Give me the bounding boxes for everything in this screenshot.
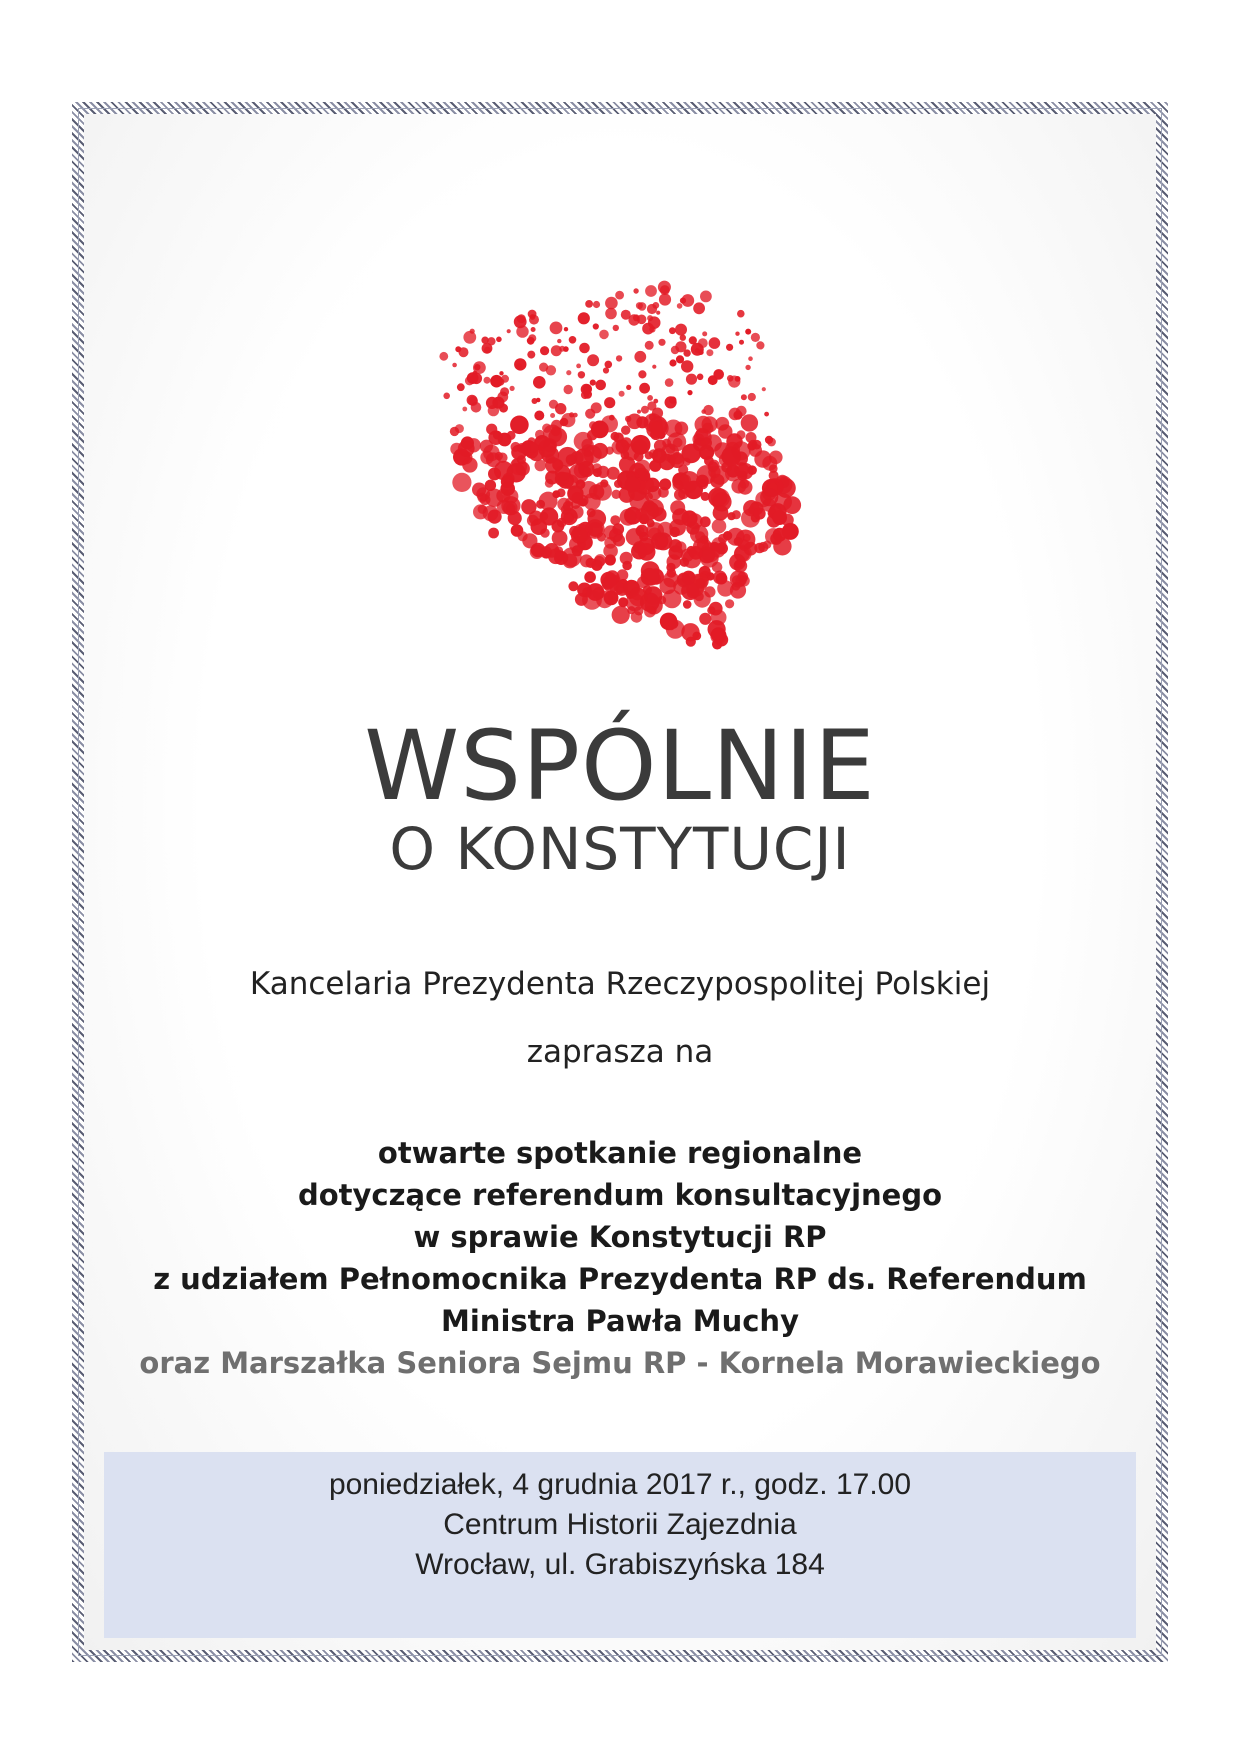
map-dot <box>532 398 538 404</box>
map-dot <box>569 412 574 417</box>
map-dot <box>701 437 712 448</box>
map-dot <box>689 336 697 344</box>
map-dot <box>531 327 536 332</box>
map-dot <box>462 457 477 472</box>
map-dot <box>612 523 624 535</box>
map-dot <box>634 351 646 363</box>
map-dot <box>633 314 640 321</box>
map-dot <box>713 505 729 521</box>
map-dot <box>709 337 721 349</box>
organizer-text: Kancelaria Prezydenta Rzeczypospolitej Polskiej <box>249 966 991 1002</box>
map-dot <box>677 303 683 309</box>
map-dot <box>658 339 665 346</box>
map-dot <box>693 302 705 314</box>
map-dot <box>541 446 559 464</box>
map-dot <box>737 471 747 481</box>
map-dot <box>748 393 756 401</box>
map-dot <box>600 479 608 487</box>
map-dot <box>587 583 605 601</box>
map-dot <box>629 491 649 511</box>
map-dot <box>522 533 537 548</box>
map-dot <box>564 385 573 394</box>
map-dot <box>659 293 671 305</box>
map-dot <box>461 436 474 449</box>
map-dot <box>754 507 766 519</box>
map-dot <box>590 380 596 386</box>
map-dot <box>452 363 457 368</box>
map-dot <box>669 327 676 334</box>
map-dot <box>681 623 699 641</box>
map-dot <box>633 440 648 455</box>
map-dot <box>583 467 591 475</box>
map-dot <box>463 331 476 344</box>
map-dot <box>698 349 704 355</box>
map-dot <box>741 414 758 431</box>
detail-line-1: otwarte spotkanie regionalne <box>377 1136 863 1170</box>
map-dot <box>647 315 653 321</box>
map-dot <box>497 453 507 463</box>
map-dot <box>510 386 515 391</box>
map-dot <box>603 367 609 373</box>
map-dot <box>671 346 679 354</box>
map-dot <box>584 571 596 583</box>
map-dot <box>586 558 596 568</box>
map-dot <box>713 369 724 380</box>
detail-line-3: w sprawie Konstytucji RP <box>413 1220 827 1254</box>
map-dot <box>765 436 773 444</box>
map-dot <box>571 451 584 464</box>
map-dot <box>500 387 509 396</box>
map-dot <box>764 412 769 417</box>
map-dot <box>702 331 707 336</box>
map-dot <box>652 365 656 369</box>
map-dot <box>533 376 546 389</box>
map-dot <box>595 380 606 391</box>
logo-title-line1: WSPÓLNIE <box>364 710 876 822</box>
detail-line-4: z udziałem Pełnomocnika Prezydenta RP ds. Referendum <box>153 1262 1087 1296</box>
map-dot <box>555 403 566 414</box>
event-venue: Centrum Historii Zajezdnia <box>443 1508 797 1541</box>
map-dot <box>581 439 593 451</box>
map-dot <box>550 322 563 335</box>
map-dot <box>735 575 745 585</box>
map-dot <box>452 473 471 492</box>
map-dot <box>710 466 729 485</box>
map-dot <box>619 391 625 397</box>
map-dot <box>605 361 613 369</box>
map-dot <box>592 443 608 459</box>
map-dot <box>482 343 493 354</box>
map-dot <box>656 311 660 315</box>
map-dot <box>769 464 778 473</box>
map-dot <box>667 568 677 578</box>
map-dot <box>621 310 631 320</box>
map-dot <box>443 393 450 400</box>
map-dot <box>552 530 568 546</box>
map-dot <box>769 451 783 465</box>
map-dot <box>484 377 491 384</box>
map-dot <box>649 414 656 421</box>
map-dot <box>551 426 561 436</box>
map-dot <box>530 314 536 320</box>
map-dot <box>641 406 649 414</box>
map-dot <box>599 330 609 340</box>
map-dot <box>622 561 632 571</box>
map-dot <box>501 475 514 488</box>
map-dot <box>473 361 486 374</box>
map-dot <box>647 486 661 500</box>
map-dot <box>603 544 618 559</box>
map-dot <box>579 498 587 506</box>
map-dot <box>683 600 692 609</box>
map-dot <box>703 405 713 415</box>
map-dot <box>686 374 697 385</box>
map-dot <box>601 415 618 432</box>
map-dot <box>527 337 535 345</box>
map-dot <box>718 534 728 544</box>
map-dot <box>638 543 656 561</box>
map-dot <box>652 507 666 521</box>
map-dot <box>561 505 571 515</box>
map-dot <box>748 356 753 361</box>
map-dot <box>763 541 771 549</box>
map-dot <box>600 572 616 588</box>
map-dot <box>645 285 657 297</box>
map-dot <box>697 374 704 381</box>
map-dot <box>704 586 715 597</box>
map-dot <box>578 371 585 378</box>
map-dot <box>667 554 682 569</box>
map-dot <box>597 466 609 478</box>
map-dot <box>496 337 502 343</box>
map-dot <box>597 533 606 542</box>
map-dot <box>716 573 728 585</box>
map-dot <box>578 312 590 324</box>
map-dot <box>585 409 595 419</box>
map-dot <box>545 479 554 488</box>
map-dot <box>520 443 531 454</box>
map-dot <box>669 396 676 403</box>
map-dot <box>585 300 593 308</box>
map-dot <box>570 505 583 518</box>
map-dot <box>669 359 676 366</box>
map-dot <box>572 545 583 556</box>
map-dot <box>636 416 648 428</box>
map-dot <box>639 383 650 394</box>
map-dot <box>642 323 654 335</box>
map-dot <box>732 441 751 460</box>
map-dot <box>727 512 735 520</box>
map-dot <box>659 478 671 490</box>
map-dot <box>647 395 653 401</box>
map-dot <box>726 344 733 351</box>
map-dot <box>455 346 461 352</box>
invite-text: zaprasza na <box>526 1034 714 1070</box>
map-dot <box>646 522 664 540</box>
map-dot <box>738 480 753 495</box>
map-dot <box>471 373 482 384</box>
map-dot <box>471 402 482 413</box>
map-dot <box>706 349 713 356</box>
map-dot <box>593 301 600 308</box>
map-dot <box>620 509 637 526</box>
map-dot <box>507 329 511 333</box>
map-dot <box>649 460 661 472</box>
map-dot <box>665 378 674 387</box>
map-dot <box>634 606 643 615</box>
map-dot <box>637 410 641 414</box>
map-dot <box>593 323 599 329</box>
map-dot <box>709 602 723 616</box>
map-dot <box>695 416 712 433</box>
map-dot <box>772 510 787 525</box>
map-dot <box>587 354 599 366</box>
map-dot <box>698 338 708 348</box>
map-dot <box>745 365 750 370</box>
map-dot <box>735 376 741 382</box>
map-dot <box>675 324 687 336</box>
map-dot <box>762 387 766 391</box>
map-dot <box>633 288 638 293</box>
map-dot <box>658 281 671 294</box>
map-dot <box>527 351 535 359</box>
map-dot <box>739 340 744 345</box>
map-dot <box>514 358 526 370</box>
map-dot <box>581 384 592 395</box>
map-dot <box>550 413 555 418</box>
map-dot <box>681 294 694 307</box>
map-dot <box>629 588 648 607</box>
map-dot <box>735 332 739 336</box>
map-dot <box>579 343 590 354</box>
map-dot <box>727 375 734 382</box>
logo-title-line2: O KONSTYTUCJI <box>389 815 851 883</box>
map-dot <box>695 531 705 541</box>
map-dot <box>540 528 549 537</box>
map-dot <box>576 364 581 369</box>
map-dot <box>514 315 527 328</box>
map-dot <box>534 411 544 421</box>
map-dot <box>564 327 568 331</box>
map-dot <box>511 442 521 452</box>
map-dot <box>670 500 685 515</box>
map-dot <box>712 519 727 534</box>
map-dot <box>455 424 464 433</box>
map-dot <box>635 460 651 476</box>
map-dot <box>604 397 615 408</box>
map-dot <box>539 492 558 511</box>
map-dot <box>644 606 656 618</box>
map-dot <box>618 597 628 607</box>
map-dot <box>678 465 688 475</box>
poland-map-dots-icon <box>400 260 850 680</box>
map-dot <box>652 302 659 309</box>
map-dot <box>700 291 712 303</box>
map-dot <box>745 329 751 335</box>
map-dot <box>699 613 711 625</box>
map-dot <box>486 397 498 409</box>
map-dot <box>615 291 624 300</box>
map-dot <box>694 573 709 588</box>
map-dot <box>682 571 696 585</box>
map-dot <box>649 449 658 458</box>
map-dot <box>527 515 539 527</box>
map-dot <box>521 499 536 514</box>
map-dot <box>754 450 771 467</box>
map-dot <box>616 355 622 361</box>
map-dot <box>605 297 618 310</box>
map-dot <box>566 370 571 375</box>
map-dot <box>439 352 448 361</box>
detail-line-5: Ministra Pawła Muchy <box>441 1304 799 1338</box>
map-dot <box>734 537 743 546</box>
map-dot <box>638 370 646 378</box>
map-dot <box>488 528 499 539</box>
map-dot <box>755 491 771 507</box>
map-dot <box>741 394 747 400</box>
map-dot <box>497 378 504 385</box>
map-dot <box>625 477 641 493</box>
map-dot <box>546 365 556 375</box>
map-dot <box>569 526 580 537</box>
map-dot <box>712 639 722 649</box>
map-dot <box>683 458 691 466</box>
event-date-time: poniedziałek, 4 grudnia 2017 r., godz. 17.00 <box>328 1468 912 1501</box>
map-dot <box>496 489 510 503</box>
map-dot <box>557 488 566 497</box>
map-dot <box>725 599 734 608</box>
map-dot <box>673 480 684 491</box>
map-dot <box>621 426 630 435</box>
detail-line-6: oraz Marszałka Seniora Sejmu RP - Kornela Morawieckiego <box>139 1346 1101 1380</box>
map-dot <box>563 346 569 352</box>
event-address: Wrocław, ul. Grabiszyńska 184 <box>415 1548 825 1581</box>
map-dot <box>588 509 607 528</box>
map-dot <box>715 417 729 431</box>
map-dot <box>580 481 597 498</box>
map-dot <box>729 408 742 421</box>
map-dot <box>737 310 745 318</box>
map-dot <box>666 444 676 454</box>
map-dot <box>613 325 619 331</box>
map-dot <box>680 335 686 341</box>
map-dot <box>510 416 529 435</box>
map-dot <box>614 480 622 488</box>
map-dot <box>499 371 503 375</box>
map-dot <box>554 551 568 565</box>
map-dot <box>668 619 678 629</box>
map-dot <box>756 341 764 349</box>
map-dot <box>675 422 689 436</box>
map-dot <box>480 451 494 465</box>
map-dot <box>751 333 760 342</box>
map-dot <box>700 549 719 568</box>
map-dot <box>645 341 654 350</box>
detail-line-2: dotyczące referendum konsultacyjnego <box>297 1178 943 1212</box>
map-dot <box>638 302 647 311</box>
map-dot <box>535 430 544 439</box>
map-dot <box>568 581 578 591</box>
map-dot <box>503 501 517 515</box>
map-dot <box>540 346 549 355</box>
map-dot <box>542 550 551 559</box>
map-dot <box>611 432 620 441</box>
map-dot <box>687 390 692 395</box>
map-dot <box>612 606 630 624</box>
map-dot <box>569 336 577 344</box>
map-dot <box>462 407 467 412</box>
map-dot <box>752 440 762 450</box>
map-dot <box>626 385 631 390</box>
map-dot <box>646 421 663 438</box>
map-dot <box>557 339 561 343</box>
map-dot <box>605 308 617 320</box>
map-dot <box>457 383 465 391</box>
map-dot <box>689 546 703 560</box>
map-dot <box>681 360 693 372</box>
